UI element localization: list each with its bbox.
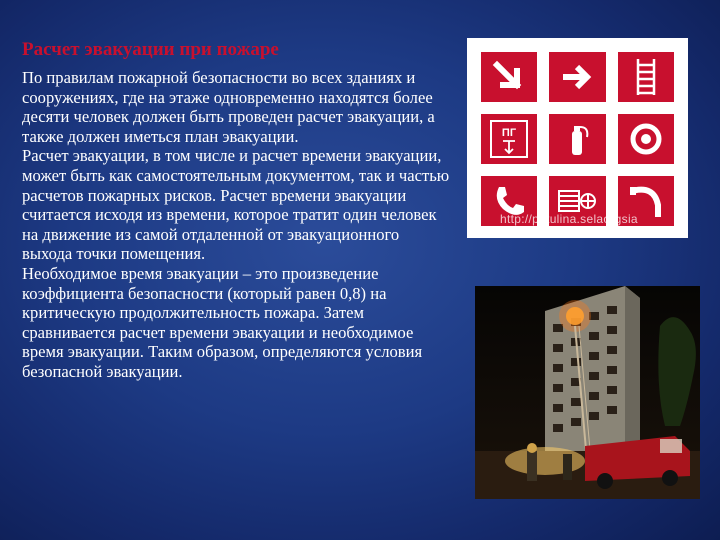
watermark-text: http://patulina.selaorgsia	[500, 212, 638, 226]
diagonal-arrow-icon	[481, 52, 537, 102]
paragraph-1: По правилам пожарной безопасности во всех зданиях и сооружениях, где на этаже одновременно находятся более десяти человек должен быть проведен расчет эвакуации, а также должен иметься план эвакуации.	[22, 68, 435, 146]
right-arrow-icon	[549, 52, 605, 102]
burning-building-photo	[475, 286, 700, 499]
slide-title: Расчет эвакуации при пожаре	[22, 39, 279, 60]
extinguisher-icon	[549, 114, 605, 164]
pg-label: ПГ	[502, 127, 517, 139]
slide-body	[22, 68, 450, 382]
hydrant-pg-icon	[481, 114, 537, 164]
paragraph-2: Расчет эвакуации, в том числе и расчет времени эвакуации, может быть как самостоятельным документом, так и частью расчетов пожарных рисков. Расчет времени эвакуации считается исходя из времени, которое тратит один человек на движение из самой отдаленной от эвакуационного выхода точки помещения.	[22, 146, 450, 264]
ladder-icon	[618, 52, 674, 102]
alarm-button-icon	[618, 114, 674, 164]
paragraph-3: Необходимое время эвакуации – это произведение коэффициента безопасности (который равен 0,8) на критическую продолжительность пожара. Затем сравнивается расчет времени эвакуации и необходимое время эвакуации. Таким образом, определяются условия безопасной эвакуации.	[22, 263, 423, 381]
fire-safety-signs-image	[467, 38, 688, 238]
